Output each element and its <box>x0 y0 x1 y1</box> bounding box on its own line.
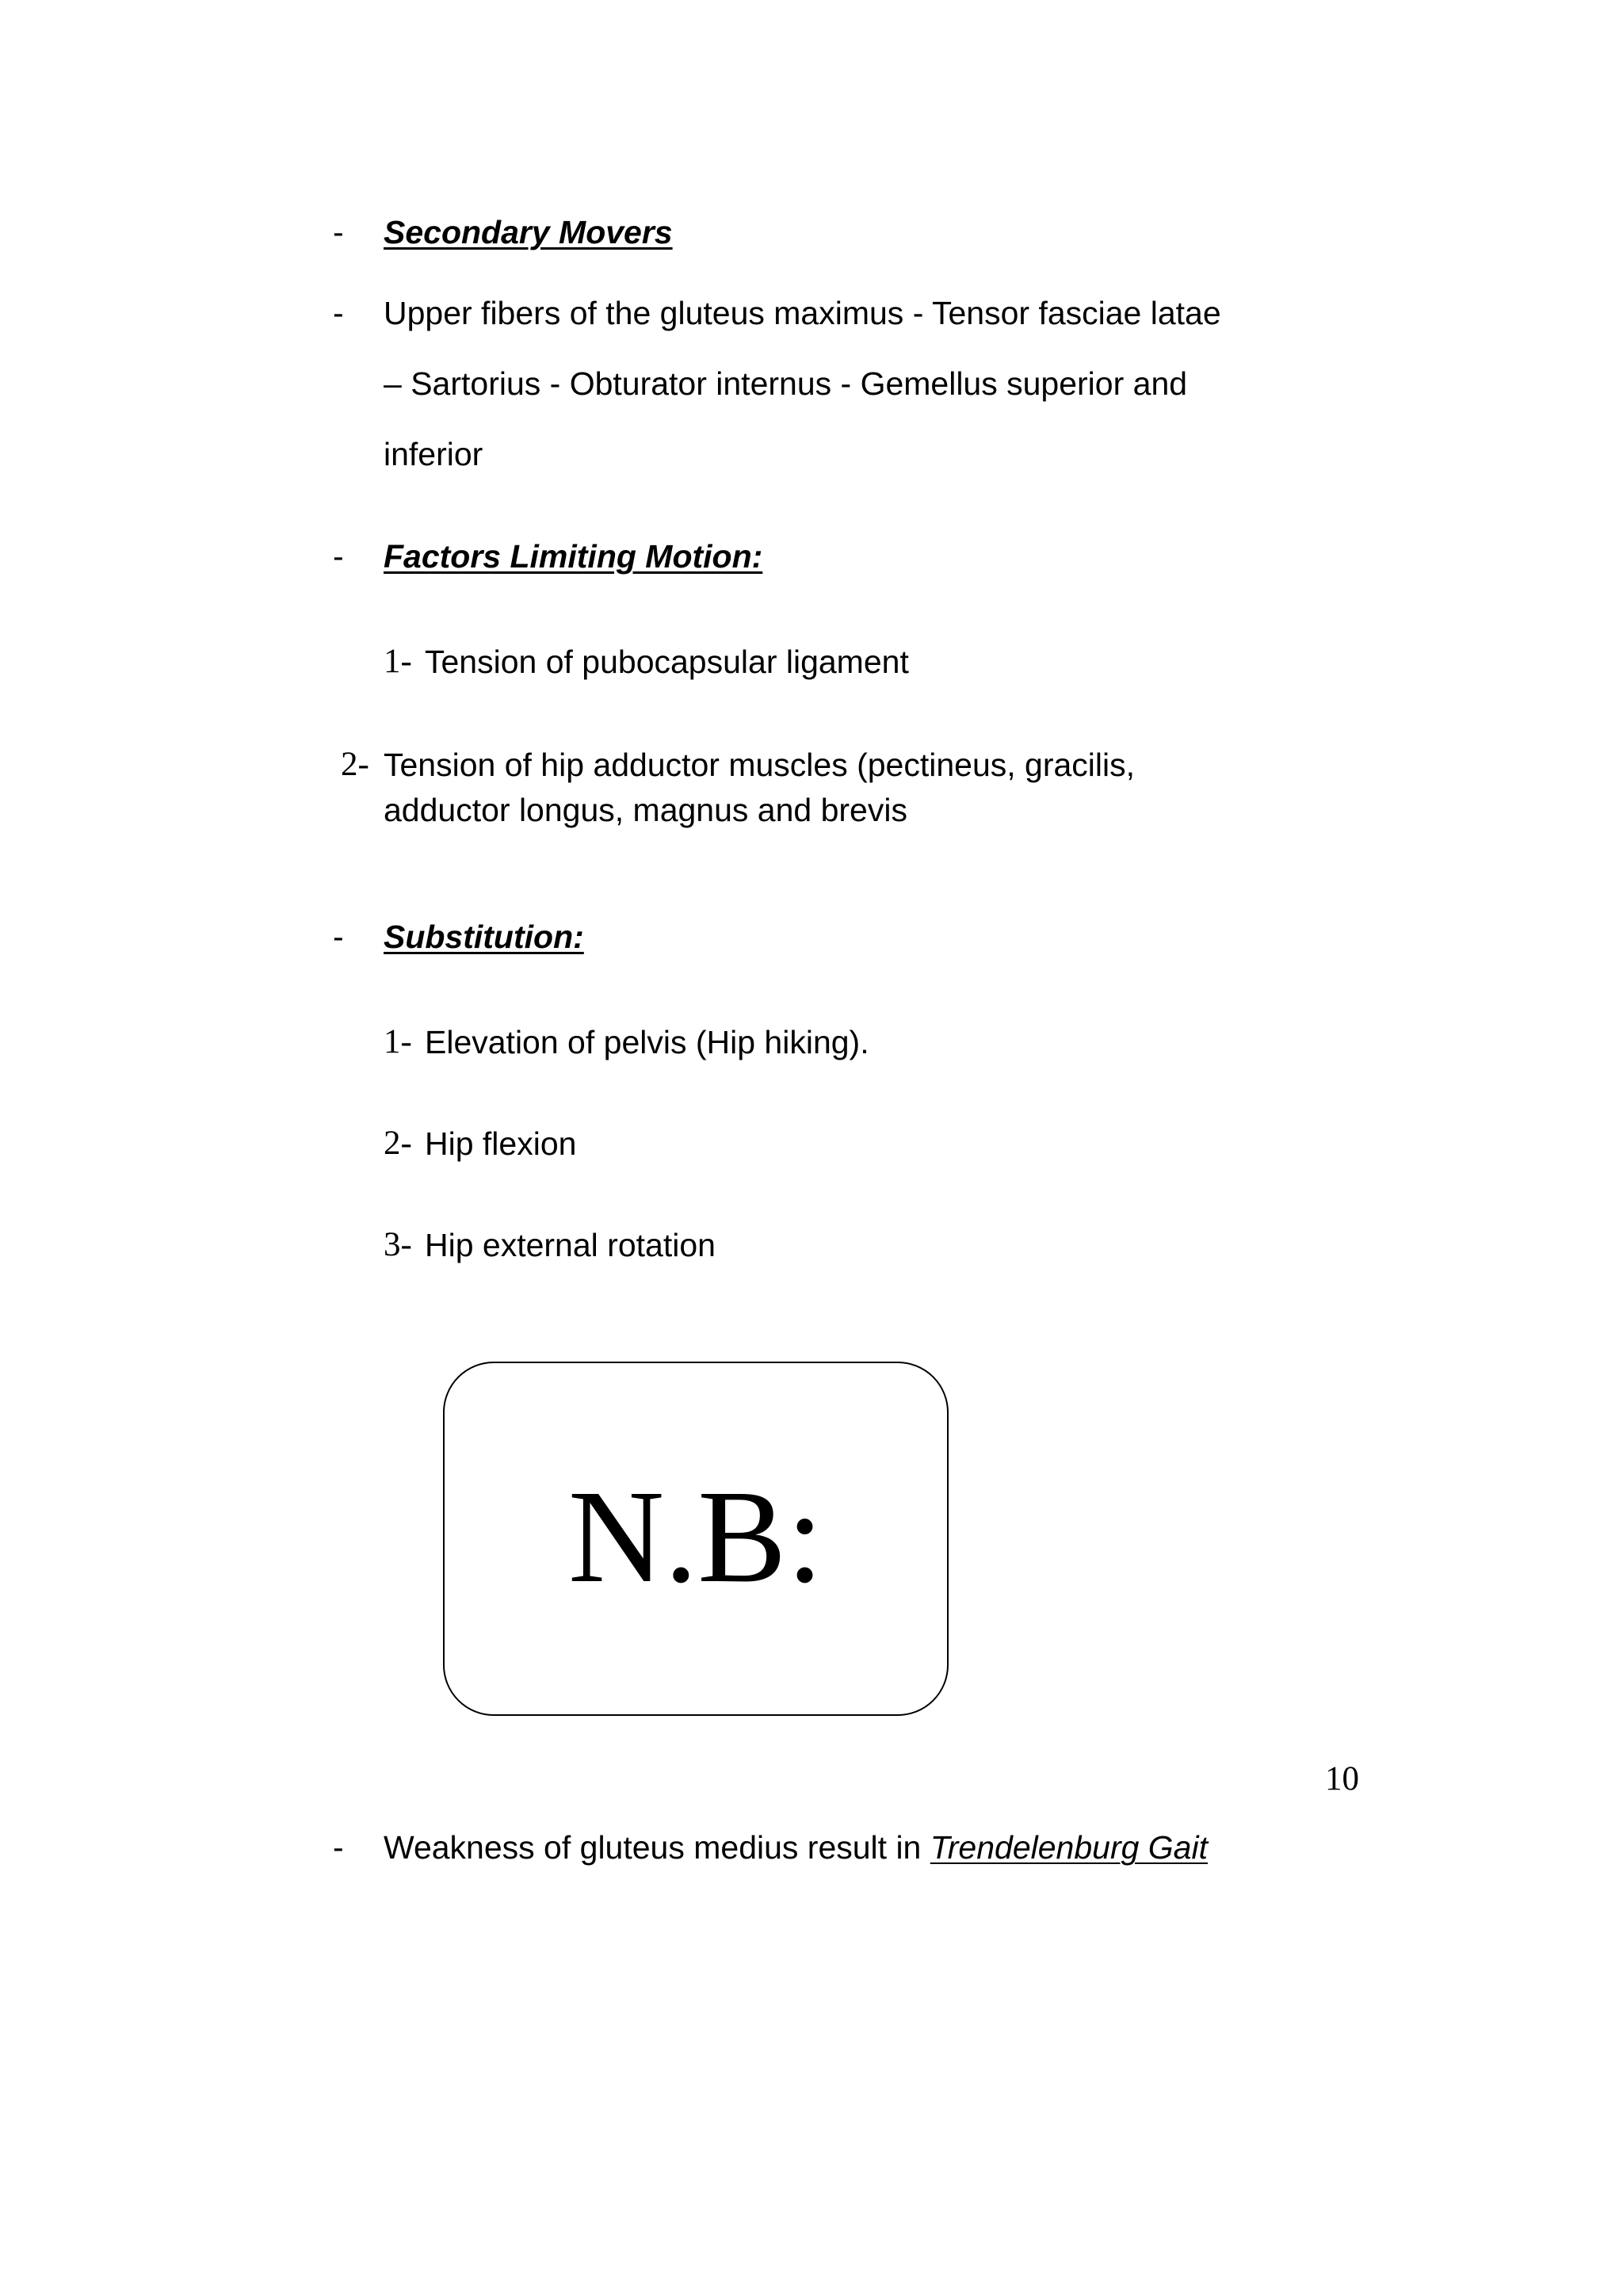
bullet-dash: - <box>333 1829 344 1866</box>
secondary-movers-line-2: – Sartorius - Obturator internus - Gemellus superior and <box>384 365 1188 402</box>
list-item-number: 3- <box>384 1226 412 1263</box>
gluteus-medius-note <box>384 1828 1208 1867</box>
page-number: 10 <box>1325 1760 1359 1797</box>
trendelenburg-gait-term: Trendelenburg Gait <box>930 1829 1208 1866</box>
list-item-text: Elevation of pelvis (Hip hiking). <box>425 1024 869 1060</box>
nb-label: N.B: <box>567 1462 824 1610</box>
list-item-number: 2- <box>384 1125 412 1162</box>
list-item-text: Hip external rotation <box>425 1227 716 1263</box>
note-text: Weakness of gluteus medius result in <box>384 1829 930 1866</box>
bullet-dash: - <box>333 295 344 331</box>
list-item-text: Tension of pubocapsular ligament <box>425 644 909 680</box>
bullet-dash: - <box>333 538 344 575</box>
bullet-dash: - <box>333 214 344 250</box>
secondary-movers-heading: Secondary Movers <box>384 214 673 250</box>
list-item-number: 1- <box>384 1023 412 1060</box>
list-item-text-continued: adductor longus, magnus and brevis <box>384 792 907 828</box>
secondary-movers-line-1: Upper fibers of the gluteus maximus - Tensor fasciae latae <box>384 295 1221 331</box>
list-item-number: 1- <box>384 643 412 680</box>
list-item-text: Hip flexion <box>425 1125 577 1162</box>
bullet-dash: - <box>333 919 344 955</box>
list-item-text: Tension of hip adductor muscles (pectineus, gracilis, <box>384 747 1136 783</box>
list-item-number: 2- <box>341 746 369 783</box>
substitution-heading: Substitution: <box>384 919 584 955</box>
nb-callout-box <box>443 1362 949 1716</box>
factors-limiting-motion-heading: Factors Limiting Motion: <box>384 538 763 575</box>
secondary-movers-line-3: inferior <box>384 436 483 472</box>
